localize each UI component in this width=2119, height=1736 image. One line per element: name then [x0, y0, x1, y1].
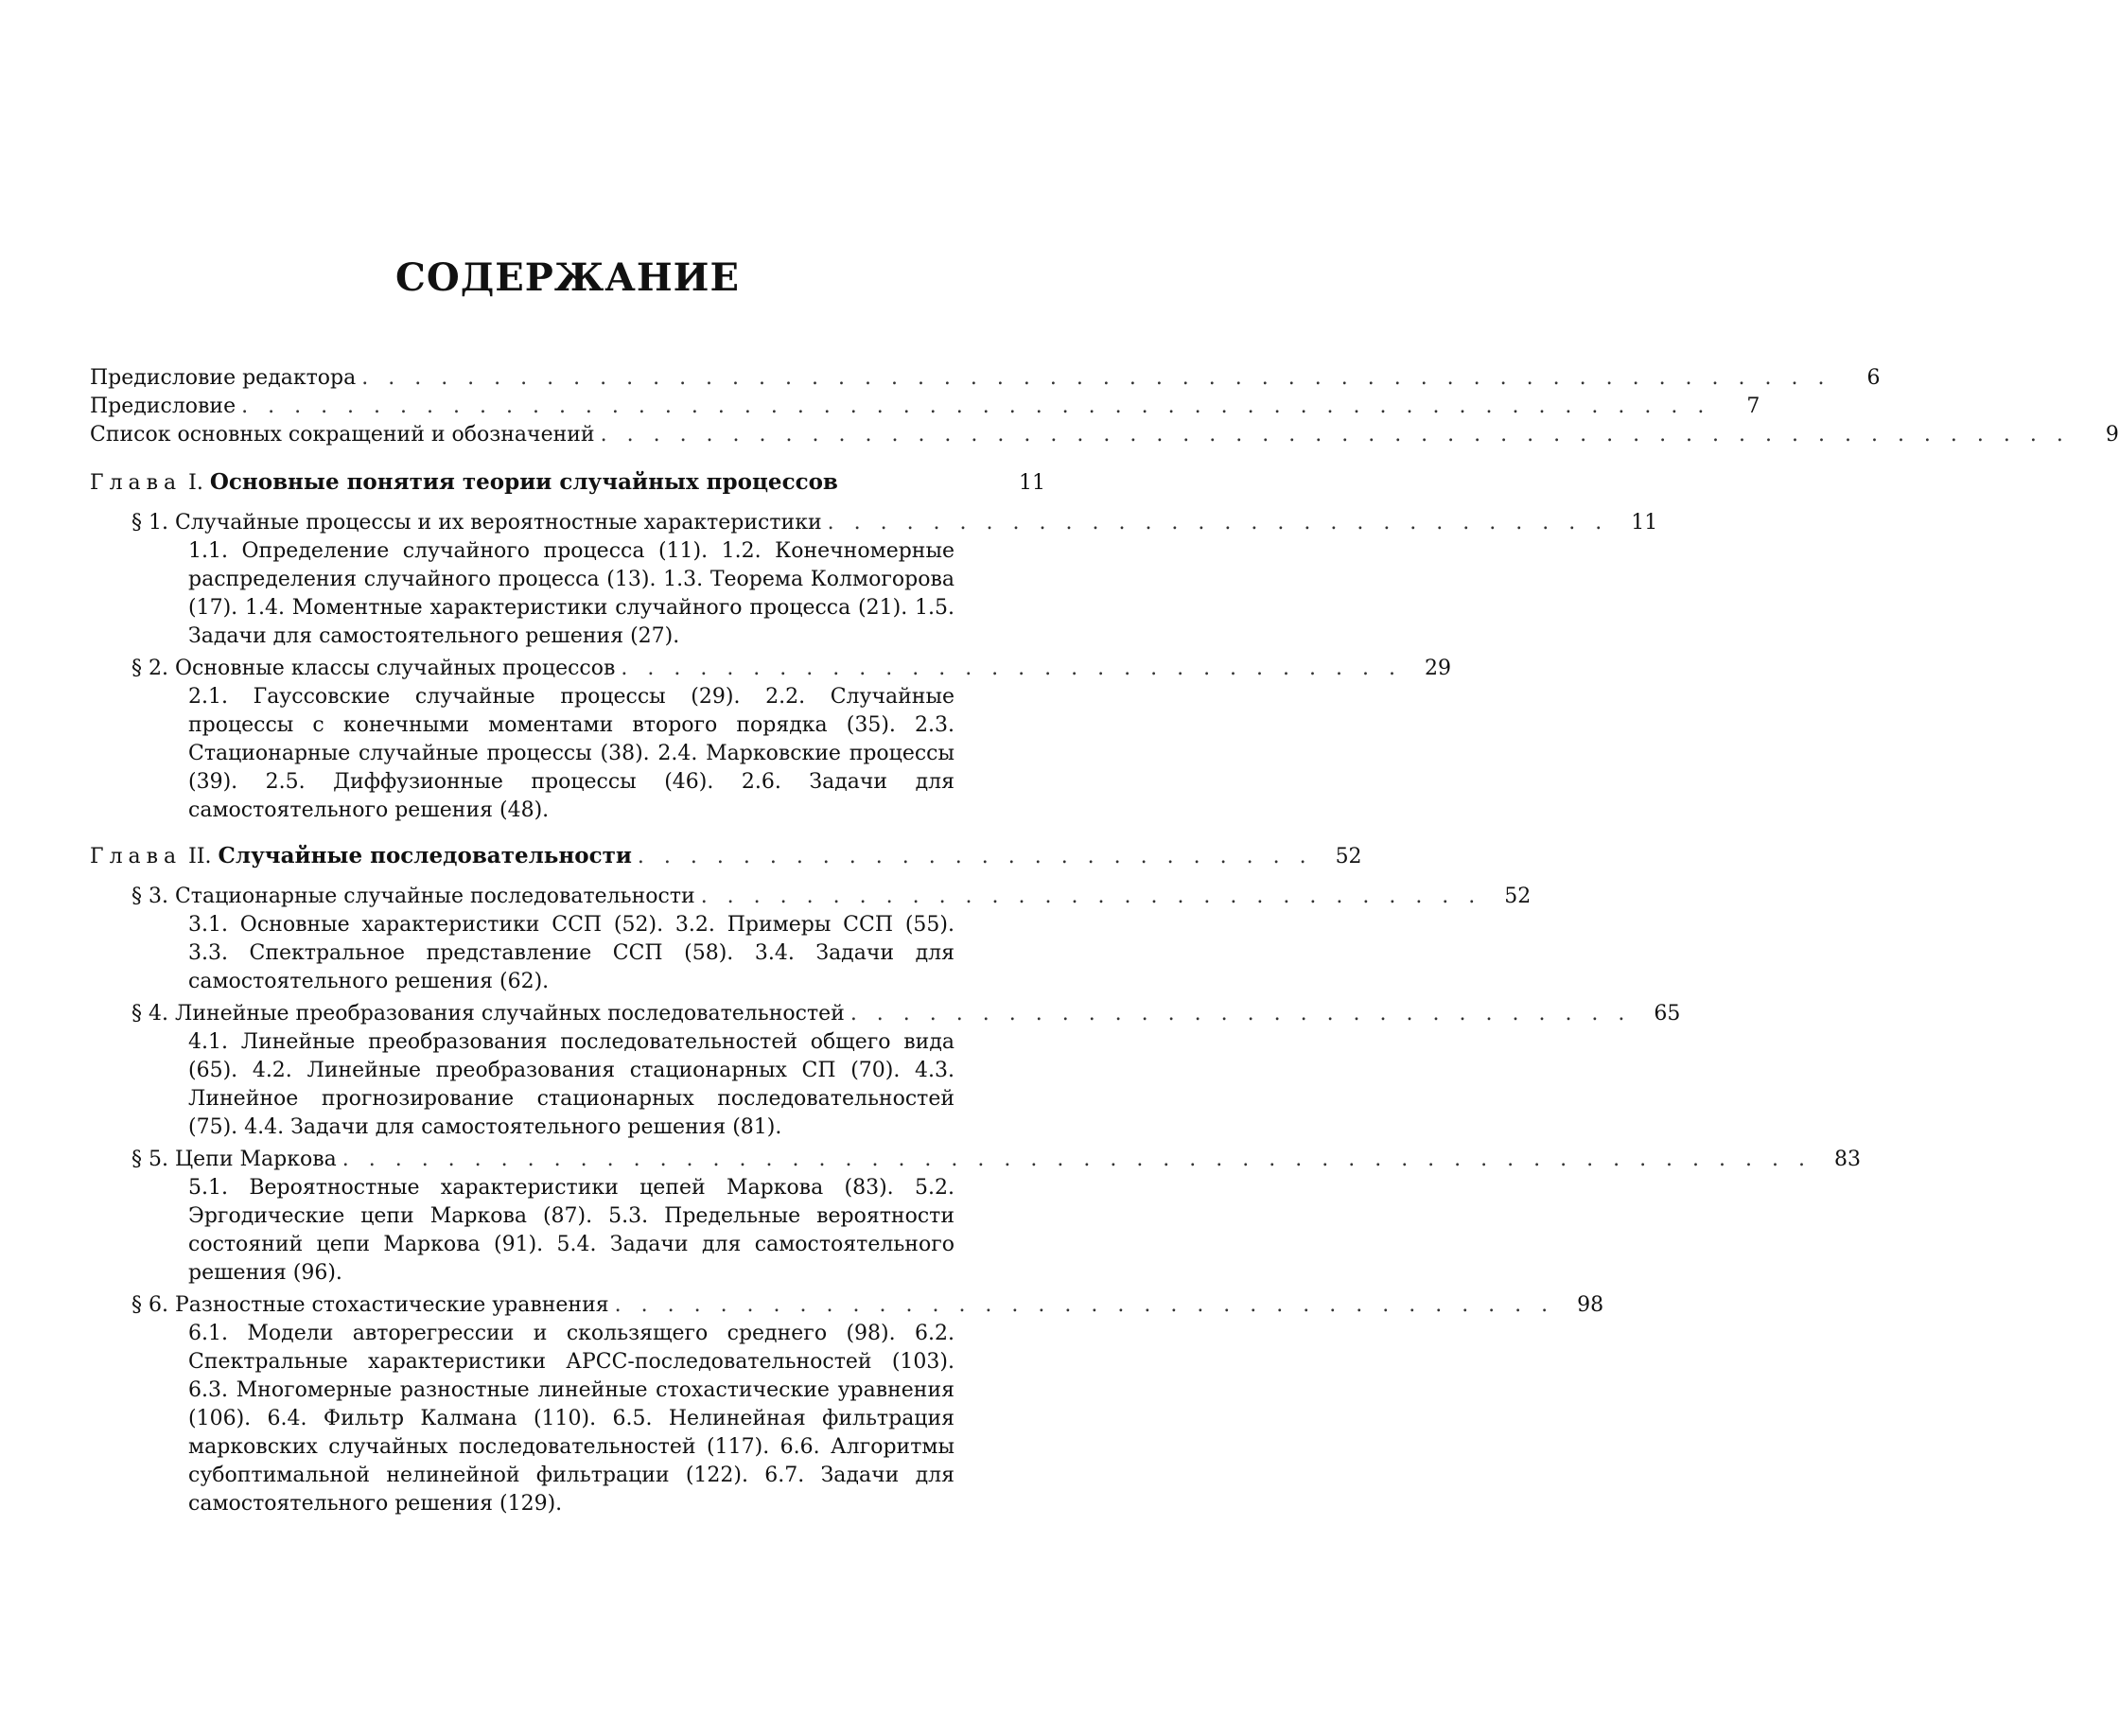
- dot-leader: . . . . . . . . . . . . . . . . . . . . . . . . . .: [637, 845, 1313, 868]
- chapter-page: 52: [1335, 845, 1362, 868]
- section-entry[interactable]: [90, 1291, 1604, 1320]
- section-label: § 4. Линейные преобразования случайных последовательностей: [131, 1002, 845, 1026]
- section-page: 65: [1654, 1002, 1681, 1026]
- entry-page: 6: [1866, 366, 1881, 390]
- dot-leader: . . . . . . . . . . . . . . . . . . . . . . . . . . . . . . . . . . . .: [614, 1293, 1555, 1317]
- section-entry[interactable]: [90, 1000, 1681, 1028]
- entry-label: Предисловие: [90, 395, 236, 418]
- section-description: 5.1. Вероятностные характеристики цепей Маркова (83). 5.2. Эргодические цепи Маркова (87). 5.3. Предельные вероятности состояний цепи Маркова (91). 5.4. Задачи для самостоятельного решения (96).: [188, 1176, 954, 1285]
- chapter-title: Случайные последовательности: [218, 843, 632, 868]
- chapter-2: [90, 842, 1861, 1518]
- section-description: 4.1. Линейные преобразования последовательностей общего вида (65). 4.2. Линейные преобразования стационарных СП (70). 4.3. Линейное прогнозирование стационарных последовательностей (75). 4.4. Задачи для самостоятельного решения (81).: [188, 1030, 954, 1139]
- section-label: § 2. Основные классы случайных процессов: [131, 657, 616, 680]
- section-description: 3.1. Основные характеристики ССП (52). 3.2. Примеры ССП (55). 3.3. Спектральное представление ССП (58). 3.4. Задачи для самостоятельного решения (62).: [188, 913, 954, 993]
- toc-page: [90, 227, 2119, 1535]
- chapter-heading[interactable]: [90, 468, 1045, 498]
- chapter-number: II.: [188, 845, 212, 868]
- chapter-title: Основные понятия теории случайных процессов: [209, 469, 838, 495]
- chapter-word: Глава: [90, 845, 183, 868]
- section-description: 2.1. Гауссовские случайные процессы (29). 2.2. Случайные процессы с конечными моментами второго порядка (35). 2.3. Стационарные случайные процессы (38). 2.4. Марковские процессы (39). 2.5. Диффузионные процессы (46). 2.6. Задачи для самостоятельного решения (48).: [188, 685, 954, 822]
- entry-label: Предисловие редактора: [90, 366, 357, 390]
- dot-leader: . . . . . . . . . . . . . . . . . . . . . . . . . . . . . .: [849, 1002, 1632, 1026]
- dot-leader: . . . . . . . . . . . . . . . . . . . . . . . . . . . . . .: [827, 511, 1609, 535]
- chapter-heading[interactable]: [90, 842, 1362, 871]
- entry-page: 9: [2105, 423, 2119, 447]
- toc-entry[interactable]: [90, 364, 1881, 393]
- section-entry[interactable]: [90, 655, 1451, 683]
- section-page: 52: [1504, 885, 1532, 908]
- dot-leader: . . . . . . . . . . . . . . . . . . . . . . . . . . . . . . . . . . . . . . . . . . . . . . . . . . . . . . . .: [241, 395, 1711, 418]
- entry-page: 7: [1746, 395, 1760, 418]
- chapter-number: I.: [188, 471, 203, 495]
- section-label: § 3. Стационарные случайные последовательности: [131, 885, 695, 908]
- section-page: 29: [1424, 657, 1451, 680]
- dot-leader: . . . . . . . . . . . . . . . . . . . . . . . . . . . . . . . . . . . . . . . . . . . . . . . . . . . . . . . .: [341, 1148, 1812, 1171]
- toc-entry[interactable]: [90, 393, 1760, 421]
- dot-leader: . . . . . . . . . . . . . . . . . . . . . . . . . . . . . .: [700, 885, 1482, 908]
- toc-title: СОДЕРЖАНИЕ: [395, 255, 740, 300]
- section-label: § 1. Случайные процессы и их вероятностные характеристики: [131, 511, 822, 535]
- dot-leader: . . . . . . . . . . . . . . . . . . . . . . . . . . . . . . . . . . . . . . . . . . . . . . . . . . . . . . . .: [600, 423, 2070, 447]
- chapter-1: [90, 468, 1658, 825]
- chapter-label: [90, 468, 838, 498]
- section-entry[interactable]: [90, 883, 1532, 911]
- section-description: 1.1. Определение случайного процесса (11). 1.2. Конечномерные распределения случайного процесса (13). 1.3. Теорема Колмогорова (17). 1.4. Моментные характеристики случайного процесса (21). 1.5. Задачи для самостоятельного решения (27).: [188, 539, 954, 648]
- section-page: 11: [1631, 511, 1658, 535]
- chapter-label: [90, 842, 632, 871]
- front-matter-list: [90, 364, 2119, 449]
- section-entry[interactable]: [90, 1146, 1861, 1174]
- section-page: 83: [1833, 1148, 1861, 1171]
- section-description: 6.1. Модели авторегрессии и скользящего среднего (98). 6.2. Спектральные характеристики АРСС-последовательностей (103). 6.3. Многомерные разностные линейные стохастические уравнения (106). 6.4. Фильтр Калмана (110). 6.5. Нелинейная фильтрация марковских случайных последовательностей (117). 6.6. Алгоритмы субоптимальной нелинейной фильтрации (122). 6.7. Задачи для самостоятельного решения (129).: [188, 1322, 954, 1516]
- dot-leader: . . . . . . . . . . . . . . . . . . . . . . . . . . . . . .: [621, 657, 1402, 680]
- chapter-page: 11: [1019, 471, 1045, 495]
- chapter-word: Глава: [90, 471, 183, 495]
- section-label: § 6. Разностные стохастические уравнения: [131, 1293, 609, 1317]
- section-page: 98: [1577, 1293, 1604, 1317]
- entry-label: Список основных сокращений и обозначений: [90, 423, 595, 447]
- dot-leader: . . . . . . . . . . . . . . . . . . . . . . . . . . . . . . . . . . . . . . . . . . . . . . . . . . . . . . . .: [361, 366, 1831, 390]
- section-label: § 5. Цепи Маркова: [131, 1148, 337, 1171]
- toc-entry[interactable]: [90, 421, 2119, 449]
- section-entry[interactable]: [90, 509, 1658, 537]
